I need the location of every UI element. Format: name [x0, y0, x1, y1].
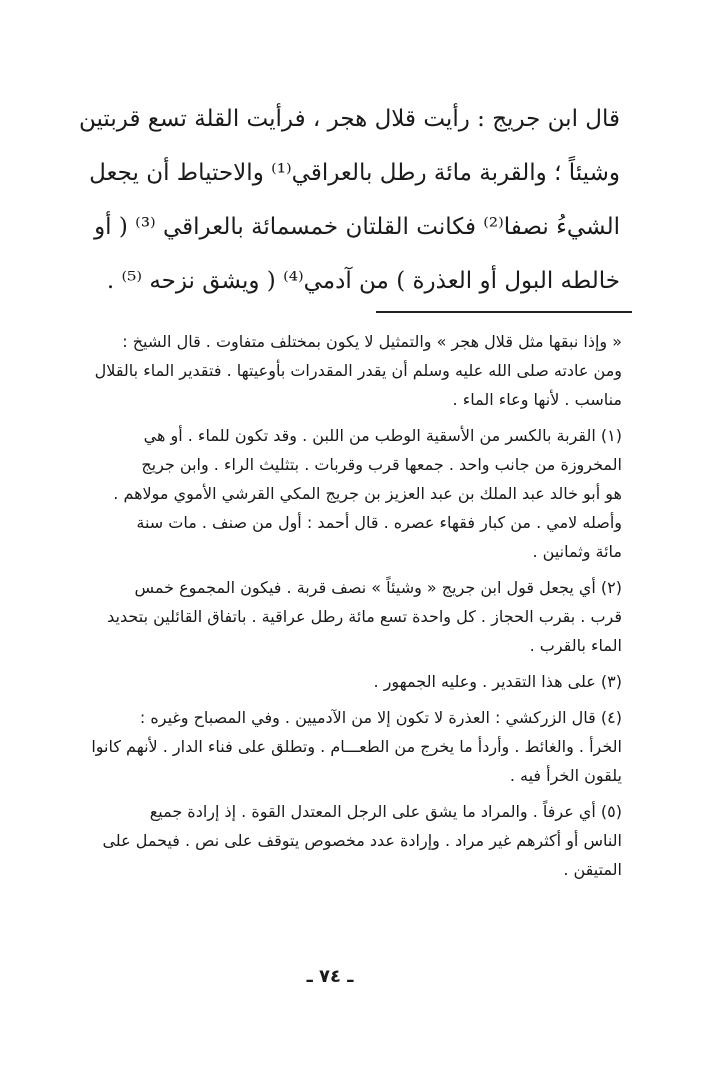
- main-text-block: [44, 92, 620, 308]
- page-number: ـ ٧٤ ـ: [306, 966, 354, 987]
- footnote-line: مناسب . لأنها وعاء الماء .: [452, 390, 622, 409]
- footnote-line: الناس أو أكثرهم غير مراد . وإرادة عدد مخصوص يتوقف على نص . فيحمل على: [102, 831, 622, 850]
- footnote-line: (٣) على هذا التقدير . وعليه الجمهور .: [373, 672, 622, 691]
- main-text-line: خالطه البول أو العذرة ) من آدمي⁽⁴⁾ ( ويشق نزحه ⁽⁵⁾ .: [106, 268, 620, 294]
- footnotes-block: [46, 327, 622, 891]
- footnote-line: (٥) أي عرفاً . والمراد ما يشق على الرجل المعتدل القوة . إذ إرادة جميع: [149, 802, 622, 821]
- footnote-line: (٤) قال الزركشي : العذرة لا تكون إلا من الآدميين . وفي المصباح وغيره :: [139, 708, 622, 727]
- main-text-line: قال ابن جريج : رأيت قلال هجر ، فرأيت القلة تسع قربتين: [78, 106, 620, 132]
- footnote-1: [46, 421, 622, 566]
- footnote-line: المتيقن .: [563, 860, 622, 879]
- footnote-5: [46, 797, 622, 884]
- footnote-line: يلقون الخرأ فيه .: [509, 766, 622, 785]
- main-text-line: الشيءُ نصفا⁽²⁾ فكانت القلتان خمسمائة بالعراقي ⁽³⁾ ( أو: [94, 214, 620, 240]
- footnote-line: هو أبو خالد عبد الملك بن عبد العزيز بن جريج المكي القرشي الأموي مولاهم .: [113, 484, 622, 503]
- footnote-divider: [376, 311, 632, 313]
- footnote-line: « وإذا نبقها مثل قلال هجر » والتمثيل لا يكون بمختلف متفاوت . قال الشيخ :: [122, 332, 622, 351]
- footnote-line: الخرأ . والغائط . وأردأ ما يخرج من الطعـــام . وتطلق على فناء الدار . لأنهم كانوا: [91, 737, 622, 756]
- footnote-4: [46, 703, 622, 790]
- footnote-line: مائة وثمانين .: [532, 542, 622, 561]
- footnote-line: (١) القربة بالكسر من الأسقية الوطب من اللبن . وقد تكون للماء . أو هي: [143, 426, 622, 445]
- footnote-continuation: [46, 327, 622, 414]
- footnote-line: وأصله لامي . من كبار فقهاء عصره . قال أحمد : أول من صنف . مات سنة: [136, 513, 622, 532]
- footnote-line: الماء بالقرب .: [529, 636, 622, 655]
- footnote-line: (٢) أي يجعل قول ابن جريج « وشيئاً » نصف قربة . فيكون المجموع خمس: [134, 578, 622, 597]
- footnote-2: [46, 573, 622, 660]
- footnote-3: [46, 667, 622, 696]
- footnote-line: قرب . بقرب الحجاز . كل واحدة تسع مائة رطل عراقية . باتفاق القائلين بتحديد: [107, 607, 622, 626]
- footnote-line: ومن عادته صلى الله عليه وسلم أن يقدر المقدرات بأوعيتها . فتقدير الماء بالقلال: [94, 361, 622, 380]
- footnote-line: المخروزة من جانب واحد . جمعها قرب وقربات . بتثليث الراء . وابن جريج: [141, 455, 622, 474]
- main-text-line: وشيئاً ؛ والقربة مائة رطل بالعراقي⁽¹⁾ والاحتياط أن يجعل: [89, 160, 620, 186]
